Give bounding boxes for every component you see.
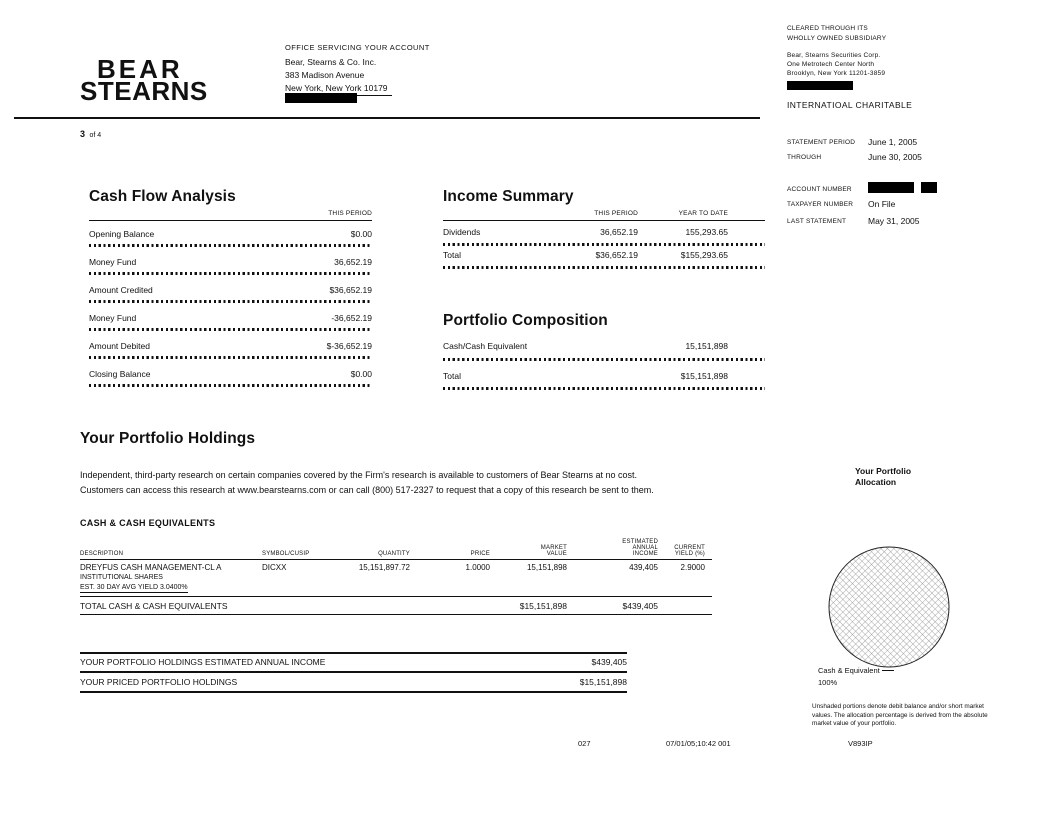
allocation-title-line-2: Allocation [855, 477, 897, 487]
subsidiary-redacted-bar [787, 81, 853, 90]
row-value: $15,151,898 [680, 371, 728, 381]
last-statement-label: LAST STATEMENT [787, 218, 847, 225]
account-number-redacted [868, 182, 914, 193]
summary-rule [80, 652, 627, 654]
allocation-title [855, 466, 911, 488]
page-indicator [80, 124, 101, 142]
col-description: DESCRIPTION [80, 551, 124, 557]
office-line-1: Bear, Stearns & Co. Inc. [285, 57, 377, 67]
portfolio-holdings-title: Your Portfolio Holdings [80, 430, 256, 447]
row-label: Money Fund [89, 313, 137, 323]
taxpayer-number-value: On File [868, 199, 896, 209]
cash-equivalents-section-title: CASH & CASH EQUIVALENTS [80, 518, 216, 528]
col-symbol-cusip: SYMBOL/CUSIP [262, 551, 310, 557]
row-value: 36,652.19 [334, 257, 372, 267]
holdings-total-rule-bottom [80, 614, 712, 615]
holding-market-value: 15,151,898 [526, 563, 567, 572]
income-col-year-to-date: YEAR TO DATE [678, 210, 728, 217]
row-year-to-date: 155,293.65 [685, 227, 728, 237]
composition-row-cash [443, 341, 765, 353]
dotted-divider [89, 300, 372, 303]
holding-current-yield: 2.9000 [680, 563, 705, 572]
row-value: $36,652.19 [329, 285, 372, 295]
dotted-divider [443, 266, 765, 269]
cash-flow-title: Cash Flow Analysis [89, 188, 236, 205]
research-disclosure: Independent, third-party research on certain companies covered by the Firm's research is available to customers of Bear Stearns at no cost. Customers can access this research at www.bearstearns.com or can call (800) 517-2327 to request that a copy of this research be sent to them. [80, 470, 654, 495]
income-header-rule [443, 220, 765, 221]
row-label: Cash/Cash Equivalent [443, 341, 528, 351]
footer-code-right: V893IP [848, 739, 873, 748]
taxpayer-number-label: TAXPAYER NUMBER [787, 201, 854, 208]
cash-flow-row-closing-balance [89, 369, 372, 379]
row-label: Closing Balance [89, 369, 151, 379]
row-label: Opening Balance [89, 229, 155, 239]
holding-description-line-3: EST. 30 DAY AVG YIELD 3.0400% [80, 584, 188, 591]
office-line-2: 383 Madison Avenue [285, 70, 365, 80]
row-value: $0.00 [350, 369, 372, 379]
total-estimated-annual-income: $439,405 [622, 601, 658, 611]
row-label: Money Fund [89, 257, 137, 267]
office-line-3: New York, New York 10179 [285, 82, 392, 96]
footer-code-left: 027 [578, 739, 591, 748]
logo-text-bear: BEAR [97, 54, 183, 84]
office-redacted-bar [285, 93, 357, 103]
holdings-table-header [80, 533, 712, 558]
row-label: Total [443, 371, 461, 381]
allocation-title-line-1: Your Portfolio [855, 466, 912, 476]
subsidiary-line-2: One Metrotech Center North [787, 61, 875, 68]
row-this-period: $36,652.19 [595, 250, 638, 260]
income-row-dividends [443, 227, 765, 239]
row-this-period: 36,652.19 [600, 227, 638, 237]
dotted-divider [89, 272, 372, 275]
office-label: OFFICE SERVICING YOUR ACCOUNT [285, 43, 430, 52]
statement-period-value: June 1, 2005 [868, 137, 918, 147]
col-market-value: MARKET VALUE [540, 545, 567, 557]
bear-stearns-logo [80, 54, 208, 107]
row-value: $-36,652.19 [326, 341, 372, 351]
holdings-total-rule-top [80, 596, 712, 597]
summary-row-estimated-annual-income [80, 657, 627, 667]
summary-rule [80, 691, 627, 693]
total-market-value: $15,151,898 [519, 601, 567, 611]
cash-flow-row-money-fund-credit [89, 257, 372, 267]
holding-price: 1.0000 [465, 563, 490, 572]
row-value: -36,652.19 [331, 313, 372, 323]
account-name: INTERNATIOAL CHARITABLE [787, 100, 913, 110]
allocation-footnote: Unshaded portions denote debit balance and/or short market values. The allocation percentage is derived from the absolute market value of your portfolio. [812, 703, 988, 727]
row-label: Dividends [443, 227, 481, 237]
cash-flow-col-header: THIS PERIOD [328, 210, 372, 217]
cash-flow-row-opening-balance [89, 229, 372, 239]
cash-flow-header-rule [89, 220, 372, 221]
subsidiary-line-3: Brooklyn, New York 11201-3859 [787, 70, 886, 77]
dotted-divider [89, 356, 372, 359]
cleared-line-2: WHOLLY OWNED SUBSIDIARY [787, 34, 887, 42]
income-total-row [443, 250, 765, 262]
summary-rule [80, 671, 627, 673]
subsidiary-line-1: Bear, Stearns Securities Corp. [787, 52, 881, 59]
cash-flow-row-money-fund-debit [89, 313, 372, 323]
holdings-row-dreyfus [80, 563, 712, 595]
col-quantity: QUANTITY [378, 551, 410, 557]
row-value: $15,151,898 [579, 677, 627, 687]
income-col-this-period: THIS PERIOD [594, 210, 638, 217]
row-value: $0.00 [350, 229, 372, 239]
pie-label-pointer-line [882, 670, 894, 671]
pie-slice-percent: 100% [818, 678, 838, 687]
col-estimated-annual-income: ESTIMATED ANNUAL INCOME [622, 539, 658, 557]
col-current-yield: CURRENT YIELD (%) [674, 545, 705, 557]
row-label: YOUR PRICED PORTFOLIO HOLDINGS [80, 677, 238, 687]
through-label: THROUGH [787, 154, 822, 161]
holdings-header-rule [80, 559, 712, 560]
page-of: of 4 [89, 132, 102, 139]
footer-code-center: 07/01/05;10:42 001 [666, 739, 731, 748]
pie-slice-cash-equivalent [829, 547, 949, 667]
cleared-through-block [787, 24, 886, 78]
pie-slice-label: Cash & Equivalent [818, 666, 880, 675]
cleared-line-1: CLEARED THROUGH ITS [787, 25, 868, 32]
cash-flow-row-amount-debited [89, 341, 372, 351]
holding-description-line-2: INSTITUTIONAL SHARES [80, 574, 163, 581]
row-value: $439,405 [591, 657, 627, 667]
header-rule [14, 117, 760, 119]
portfolio-composition-title: Portfolio Composition [443, 312, 608, 329]
statement-period-label: STATEMENT PERIOD [787, 139, 856, 146]
composition-total-row [443, 371, 765, 383]
holdings-total-row [80, 601, 712, 613]
summary-row-priced-holdings [80, 677, 627, 687]
dotted-divider [89, 384, 372, 387]
row-label: YOUR PORTFOLIO HOLDINGS ESTIMATED ANNUAL INCOME [80, 657, 326, 667]
row-label: Amount Credited [89, 285, 153, 295]
page-number: 3 [80, 129, 86, 139]
account-number-redacted [921, 182, 937, 193]
holding-quantity: 15,151,897.72 [358, 563, 410, 572]
row-label: Total [443, 250, 461, 260]
row-value: 15,151,898 [685, 341, 728, 351]
income-summary-title: Income Summary [443, 188, 574, 205]
portfolio-allocation-pie-chart [827, 545, 951, 669]
row-year-to-date: $155,293.65 [680, 250, 728, 260]
logo-text-stearns: STEARNS [80, 76, 208, 107]
cash-flow-row-amount-credited [89, 285, 372, 295]
row-label: TOTAL CASH & CASH EQUIVALENTS [80, 601, 228, 611]
holding-estimated-annual-income: 439,405 [629, 563, 658, 572]
through-value: June 30, 2005 [868, 152, 922, 162]
holding-description: DREYFUS CASH MANAGEMENT-CL A [80, 563, 222, 572]
holding-symbol: DICXX [262, 563, 287, 572]
col-price: PRICE [470, 551, 490, 557]
account-number-label: ACCOUNT NUMBER [787, 186, 852, 193]
office-servicing-block [285, 43, 430, 96]
dotted-divider [89, 244, 372, 247]
dotted-divider [443, 387, 765, 390]
last-statement-value: May 31, 2005 [868, 216, 920, 226]
dotted-divider [443, 243, 765, 246]
dotted-divider [89, 328, 372, 331]
dotted-divider [443, 358, 765, 361]
row-label: Amount Debited [89, 341, 150, 351]
